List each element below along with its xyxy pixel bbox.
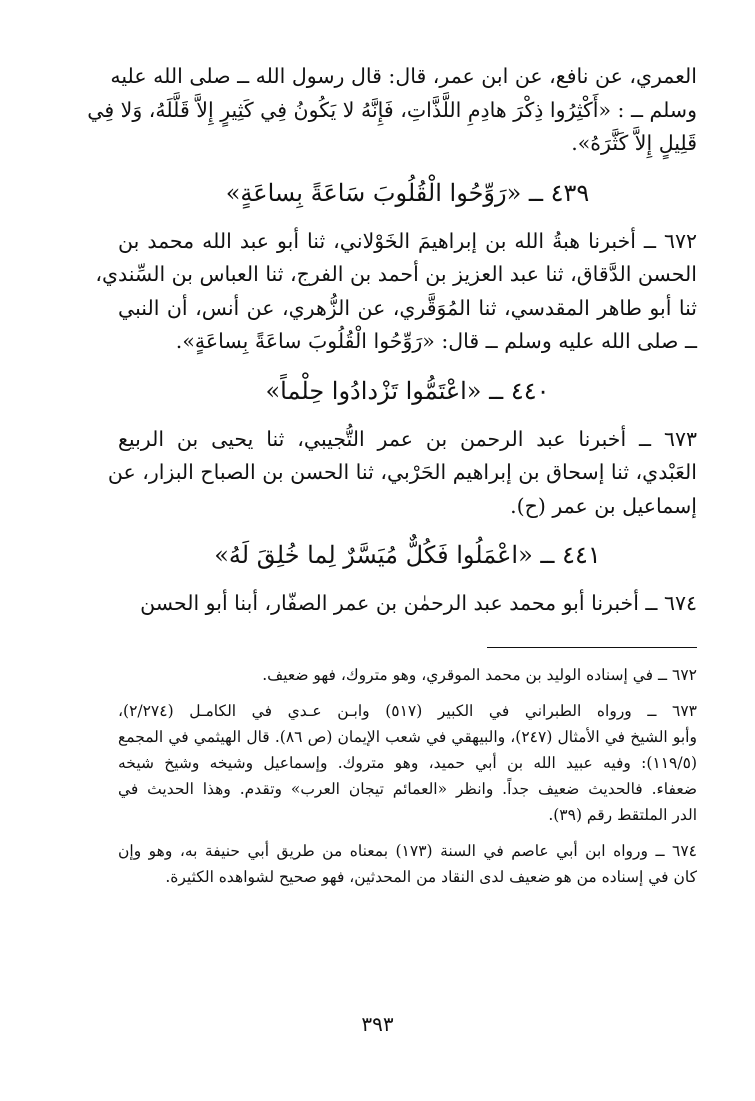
- footnote-line: (١١٩/٥): وفيه عبيد الله بن أبي حميد، وهو متروك. وإسماعيل وشيخه وشيخ شيخه: [118, 753, 697, 772]
- footnote-line: ضعفاء. فالحديث ضعيف جداً. وانظر «العمائم تيجان العرب» وتقدم. وهذا الحديث في: [118, 779, 697, 798]
- footnote-line: ٦٧٣ ــ ورواه الطبراني في الكبير (٥١٧) وابـن عـدي في الكامـل (٢/٢٧٤)،: [118, 701, 697, 720]
- hadith-paragraph-673: [107, 423, 697, 524]
- text-line: الحسن الدَّقاق، ثنا عبد العزيز بن أحمد بن الفرج، ثنا العباس بن السِّندي،: [95, 262, 697, 286]
- footnote-line: كان في إسناده من هو ضعيف لدى النقاد من المحدثين، فهو صحيح لشواهده الكثيرة.: [165, 867, 697, 886]
- hadith-paragraph-674: [118, 587, 697, 621]
- text-line: ٦٧٣ ــ أخبرنا عبد الرحمن بن عمر التُّجيبي، ثنا يحيى بن الربيع: [118, 426, 697, 451]
- footnote-672: [118, 662, 697, 688]
- page-number: ٣٩٣: [361, 1012, 394, 1036]
- section-heading-440: ٤٤٠ ــ «اعْتَمُّوا تَزْدادُوا حِلْماً»: [265, 376, 550, 405]
- text-line: قَلِيلٍ إِلاَّ كَثَّرَهُ».: [571, 131, 697, 155]
- hadith-paragraph-672: [95, 225, 697, 359]
- footnote-line: ٦٧٢ ــ في إسناده الوليد بن محمد الموقري، وهو متروك، فهو ضعيف.: [262, 665, 697, 684]
- footnote-line: وأبو الشيخ في الأمثال (٢٤٧)، والبيهقي في شعب الإيمان (ص ٨٦). قال الهيثمي في المجمع: [118, 727, 697, 746]
- text-line: ٦٧٤ ــ أخبرنا أبو محمد عبد الرحمٰن بن عمر الصفّار، أبنا أبو الحسن: [140, 591, 697, 615]
- text-line: ــ صلى الله عليه وسلم ــ قال: «رَوِّحُوا الْقُلُوبَ ساعَةً بِساعَةٍ».: [175, 329, 697, 353]
- footnote-divider: [487, 647, 697, 648]
- footnote-line: ٦٧٤ ــ ورواه ابن أبي عاصم في السنة (١٧٣) بمعناه من طريق أبي حنيفة به، وهو وإن: [118, 841, 697, 860]
- page-body: [87, 60, 697, 900]
- footnote-673: [118, 698, 697, 828]
- footnote-674: [118, 838, 697, 890]
- text-line: ثنا أبو طاهر المقدسي، ثنا المُوَقَّري، عن الزُّهري، عن أنس، أن النبي: [118, 295, 697, 320]
- footnotes: [118, 662, 697, 890]
- footnote-line: الدر الملتقط رقم (٣٩).: [548, 805, 697, 824]
- text-line: إسماعيل بن عمر (ح).: [510, 493, 697, 518]
- text-line: العمري، عن نافع، عن ابن عمر، قال: قال رسول الله ــ صلى الله عليه: [110, 64, 697, 88]
- section-heading-439: ٤٣٩ ــ «رَوِّحُوا الْقُلُوبَ سَاعَةً بِساعَةٍ»: [225, 178, 590, 207]
- section-heading-441: ٤٤١ ــ «اعْمَلُوا فَكُلٌّ مُيَسَّرٌ لِما خُلِقَ لَهُ»: [214, 541, 601, 569]
- text-line: العَبْدي، ثنا إسحاق بن إبراهيم الحَرْبي، ثنا الحسن بن الصباح البزار، عن: [107, 460, 697, 484]
- text-line: وسلم ــ : «أَكْثِرُوا ذِكْرَ هادِمِ اللَّذَّاتِ، فَإِنَّهُ لا يَكُونُ فِي كَثِيرٍ إِلاَّ قَلَّلَهُ، وَلا فِي: [87, 97, 697, 122]
- text-line: ٦٧٢ ــ أخبرنا هبةُ الله بن إبراهيمَ الخَوْلاني، ثنا أبو عبد الله محمد بن: [118, 228, 697, 253]
- intro-paragraph: [87, 60, 697, 161]
